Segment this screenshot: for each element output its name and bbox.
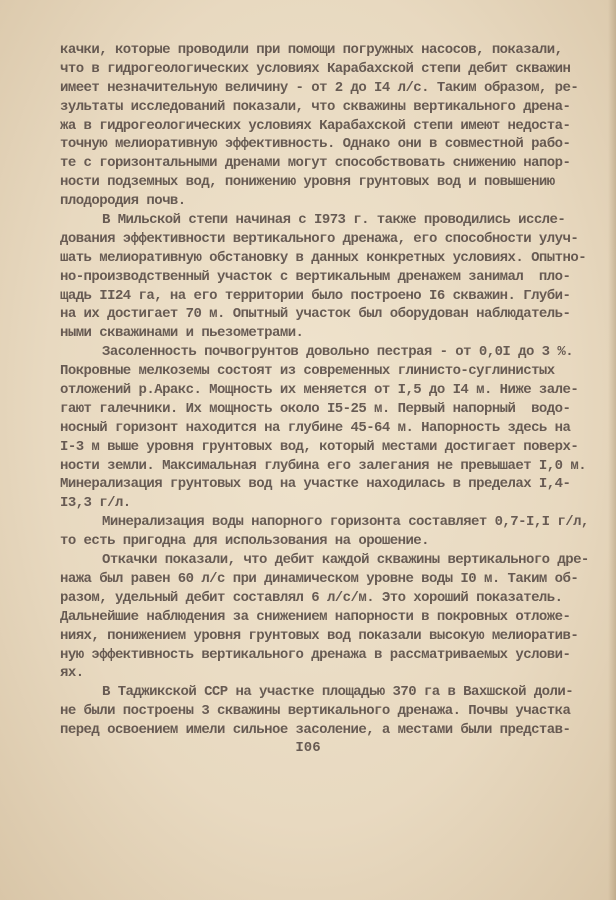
text-line: Минерализация грунтовых вод на участке находилась в пределах I,4- [60, 476, 571, 493]
text-line: нажа был равен 60 л/с при динамическом уровне воды I0 м. Таким об- [60, 570, 579, 587]
text-line: ности подземных вод, понижению уровня грунтовых вод и повышению [60, 174, 555, 191]
document-body [60, 41, 600, 740]
text-line: жа в гидрогеологических условиях Карабахской степи имеют недоста- [60, 117, 571, 134]
text-line: зультаты исследований показали, что скважины вертикального дрена- [60, 98, 571, 115]
paragraph [60, 41, 600, 211]
text-line: отложений р.Аракс. Мощность их меняется от I,5 до I4 м. Ниже зале- [60, 382, 579, 399]
page-number: I06 [295, 740, 321, 756]
text-line: В Таджикской ССР на участке площадью 370 га в Вахшской доли- [102, 684, 574, 701]
text-line: качки, которые проводили при помощи погружных насосов, показали, [60, 42, 563, 58]
text-line: ности земли. Максимальная глубина его залегания не превышает I,0 м. [60, 457, 587, 474]
text-line: I3,3 г/л. [60, 495, 131, 512]
text-line: Засоленность почвогрунтов довольно пестрая - от 0,0I до 3 %. [102, 344, 574, 361]
page-edge-shadow [608, 0, 616, 900]
text-line: но-производственный участок с вертикальным дренажем занимал пло- [60, 268, 571, 285]
text-line: В Мильской степи начиная с I973 г. также проводились иссле- [102, 212, 566, 229]
text-line: не были построены 3 скважины вертикального дренажа. Почвы участка [60, 703, 571, 720]
text-line: ях. [60, 665, 84, 682]
paragraph [60, 551, 600, 683]
paragraph [60, 343, 600, 513]
text-line: плодородия почв. [60, 193, 186, 210]
text-line: перед освоением имели сильное засоление, а местами были представ- [60, 722, 571, 739]
text-line: имеет незначительную величину - от 2 до I4 л/с. Таким образом, ре- [60, 79, 579, 96]
text-line: ниях, понижением уровня грунтовых вод показали высокую мелиоратив- [60, 627, 579, 644]
text-line: точную мелиоративную эффективность. Однако они в совместной рабо- [60, 136, 571, 153]
text-line: разом, удельный дебит составлял 6 л/с/м. Это хороший показатель. [60, 589, 563, 606]
text-line: на их достигает 70 м. Опытный участок был оборудован наблюдатель- [60, 306, 571, 323]
text-line: те с горизонтальными дренами могут способствовать снижению напор- [60, 155, 571, 172]
paragraph [60, 683, 600, 740]
text-line: гают галечники. Их мощность около I5-25 м. Первый напорный водо- [60, 400, 571, 417]
text-line: Дальнейшие наблюдения за снижением напорности в покровных отложе- [60, 608, 571, 625]
paragraph [60, 513, 600, 551]
text-line: ными скважинами и пьезометрами. [60, 325, 304, 342]
text-line: ную эффективность вертикального дренажа в рассматриваемых услови- [60, 646, 571, 663]
text-line: дования эффективности вертикального дренажа, его способности улуч- [60, 230, 579, 247]
text-line: щадь II24 га, на его территории было построено I6 скважин. Глуби- [60, 287, 571, 304]
text-line: Откачки показали, что дебит каждой скважины вертикального дре- [102, 552, 589, 569]
text-line: шать мелиоративную обстановку в данных конкретных условиях. Опытно- [60, 249, 587, 266]
paragraph [60, 211, 600, 343]
text-line: то есть пригодна для использования на орошение. [60, 533, 430, 550]
text-line: Минерализация воды напорного горизонта составляет 0,7-I,I г/л, [102, 514, 589, 531]
text-line: что в гидрогеологических условиях Карабахской степи дебит скважин [60, 60, 571, 77]
text-line: Покровные мелкоземы состоят из современных глинисто-суглинистых [60, 363, 555, 380]
text-line: носный горизонт находится на глубине 45-64 м. Напорность здесь на [60, 419, 571, 436]
text-line: I-3 м выше уровня грунтовых вод, который местами достигает поверх- [60, 438, 579, 455]
